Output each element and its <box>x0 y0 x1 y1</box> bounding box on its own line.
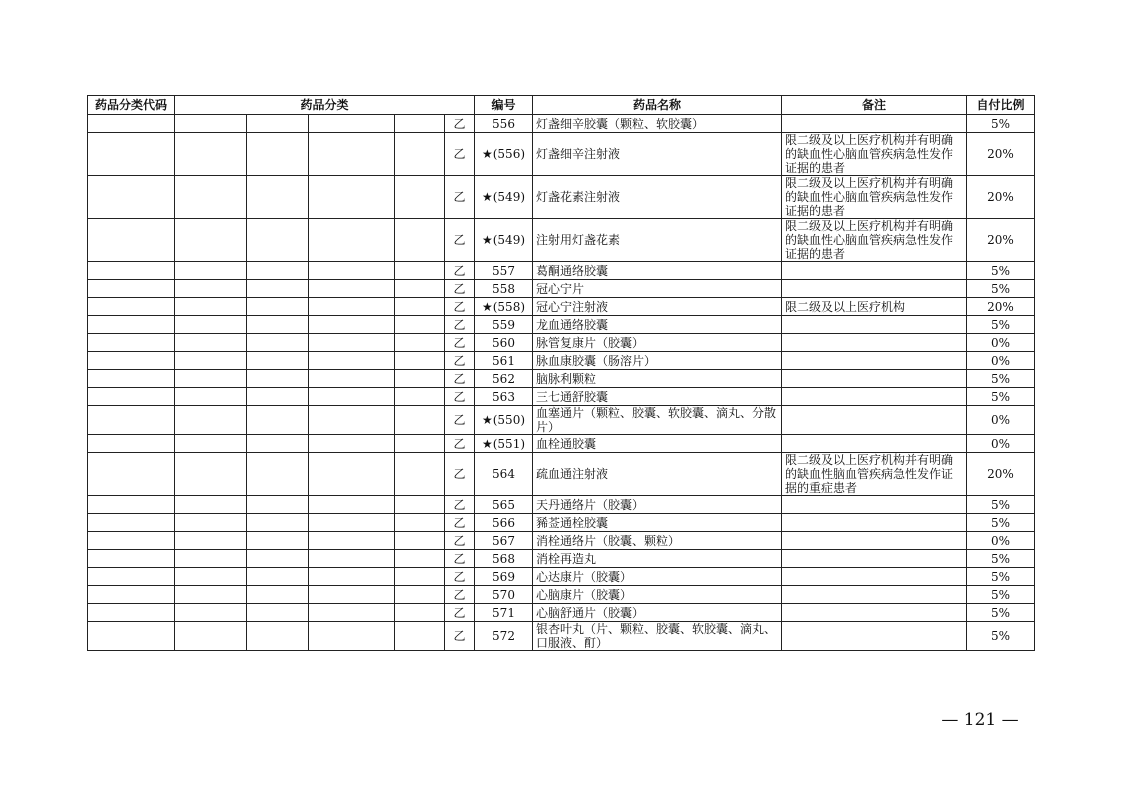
cell-grade: 乙 <box>445 586 475 604</box>
cell-category-code <box>88 316 175 334</box>
cell-grade: 乙 <box>445 568 475 586</box>
header-self-pay-ratio: 自付比例 <box>967 96 1035 115</box>
table-header-row <box>88 96 1035 115</box>
cell-category-level-1 <box>175 532 247 550</box>
cell-grade: 乙 <box>445 406 475 435</box>
cell-category-level-2 <box>247 604 309 622</box>
table-row <box>88 568 1035 586</box>
cell-category-level-2 <box>247 370 309 388</box>
cell-category-level-4 <box>395 370 445 388</box>
cell-category-level-1 <box>175 298 247 316</box>
cell-category-level-2 <box>247 586 309 604</box>
cell-self-pay-ratio: 5% <box>967 280 1035 298</box>
cell-self-pay-ratio: 5% <box>967 388 1035 406</box>
table-row <box>88 406 1035 435</box>
cell-category-code <box>88 532 175 550</box>
cell-note <box>782 280 967 298</box>
table-row <box>88 370 1035 388</box>
cell-category-level-4 <box>395 453 445 496</box>
cell-note: 限二级及以上医疗机构 <box>782 298 967 316</box>
cell-note: 限二级及以上医疗机构并有明确的缺血性心脑血管疾病急性发作证据的患者 <box>782 133 967 176</box>
cell-category-level-3 <box>309 262 395 280</box>
cell-note <box>782 316 967 334</box>
cell-category-level-3 <box>309 280 395 298</box>
cell-drug-name: 脉血康胶囊（肠溶片） <box>533 352 782 370</box>
cell-number: 562 <box>475 370 533 388</box>
cell-category-code <box>88 219 175 262</box>
cell-number: 572 <box>475 622 533 651</box>
cell-category-level-4 <box>395 133 445 176</box>
cell-category-code <box>88 586 175 604</box>
cell-category-level-1 <box>175 115 247 133</box>
cell-self-pay-ratio: 20% <box>967 298 1035 316</box>
cell-self-pay-ratio: 5% <box>967 604 1035 622</box>
cell-drug-name: 灯盏细辛注射液 <box>533 133 782 176</box>
cell-number: ★(556) <box>475 133 533 176</box>
cell-self-pay-ratio: 0% <box>967 435 1035 453</box>
cell-category-code <box>88 388 175 406</box>
cell-self-pay-ratio: 5% <box>967 568 1035 586</box>
cell-category-level-1 <box>175 219 247 262</box>
cell-note: 限二级及以上医疗机构并有明确的缺血性心脑血管疾病急性发作证据的患者 <box>782 219 967 262</box>
cell-category-level-1 <box>175 334 247 352</box>
cell-grade: 乙 <box>445 316 475 334</box>
cell-category-level-2 <box>247 622 309 651</box>
cell-drug-name: 银杏叶丸（片、颗粒、胶囊、软胶囊、滴丸、口服液、酊） <box>533 622 782 651</box>
cell-category-level-2 <box>247 298 309 316</box>
cell-category-code <box>88 496 175 514</box>
cell-note <box>782 334 967 352</box>
cell-grade: 乙 <box>445 334 475 352</box>
cell-category-level-4 <box>395 532 445 550</box>
cell-number: 558 <box>475 280 533 298</box>
header-category: 药品分类 <box>175 96 475 115</box>
cell-category-level-2 <box>247 435 309 453</box>
cell-category-level-4 <box>395 622 445 651</box>
cell-category-level-3 <box>309 298 395 316</box>
cell-category-level-3 <box>309 586 395 604</box>
cell-drug-name: 血栓通胶囊 <box>533 435 782 453</box>
cell-grade: 乙 <box>445 176 475 219</box>
cell-self-pay-ratio: 0% <box>967 406 1035 435</box>
table-row <box>88 115 1035 133</box>
cell-grade: 乙 <box>445 370 475 388</box>
cell-note <box>782 496 967 514</box>
cell-category-code <box>88 514 175 532</box>
table-row <box>88 453 1035 496</box>
cell-category-level-2 <box>247 219 309 262</box>
drug-list-table <box>87 95 1035 651</box>
cell-self-pay-ratio: 5% <box>967 115 1035 133</box>
cell-note <box>782 388 967 406</box>
cell-category-level-4 <box>395 262 445 280</box>
cell-category-level-3 <box>309 370 395 388</box>
cell-grade: 乙 <box>445 604 475 622</box>
cell-number: 563 <box>475 388 533 406</box>
cell-note <box>782 262 967 280</box>
cell-category-level-1 <box>175 435 247 453</box>
cell-drug-name: 脉管复康片（胶囊） <box>533 334 782 352</box>
cell-category-level-3 <box>309 406 395 435</box>
cell-category-level-3 <box>309 550 395 568</box>
cell-category-level-2 <box>247 453 309 496</box>
cell-category-level-1 <box>175 176 247 219</box>
cell-drug-name: 冠心宁片 <box>533 280 782 298</box>
cell-category-level-4 <box>395 514 445 532</box>
cell-self-pay-ratio: 5% <box>967 586 1035 604</box>
cell-number: 557 <box>475 262 533 280</box>
cell-drug-name: 血塞通片（颗粒、胶囊、软胶囊、滴丸、分散片） <box>533 406 782 435</box>
cell-drug-name: 龙血通络胶囊 <box>533 316 782 334</box>
cell-category-level-3 <box>309 316 395 334</box>
cell-drug-name: 灯盏花素注射液 <box>533 176 782 219</box>
cell-category-level-1 <box>175 262 247 280</box>
cell-category-level-3 <box>309 334 395 352</box>
cell-category-level-2 <box>247 280 309 298</box>
cell-category-code <box>88 133 175 176</box>
cell-category-level-1 <box>175 370 247 388</box>
cell-number: 561 <box>475 352 533 370</box>
cell-category-level-3 <box>309 496 395 514</box>
table-row <box>88 435 1035 453</box>
cell-category-code <box>88 550 175 568</box>
cell-grade: 乙 <box>445 133 475 176</box>
cell-category-level-4 <box>395 435 445 453</box>
cell-self-pay-ratio: 20% <box>967 176 1035 219</box>
cell-grade: 乙 <box>445 550 475 568</box>
cell-note <box>782 514 967 532</box>
cell-category-level-4 <box>395 496 445 514</box>
page-number: — 121 — <box>941 710 1019 730</box>
table-row <box>88 298 1035 316</box>
cell-category-level-4 <box>395 280 445 298</box>
cell-category-level-1 <box>175 622 247 651</box>
header-drug-name: 药品名称 <box>533 96 782 115</box>
cell-category-level-3 <box>309 352 395 370</box>
cell-grade: 乙 <box>445 388 475 406</box>
cell-number: 565 <box>475 496 533 514</box>
table-row <box>88 262 1035 280</box>
cell-category-level-1 <box>175 496 247 514</box>
cell-category-level-2 <box>247 532 309 550</box>
cell-self-pay-ratio: 5% <box>967 316 1035 334</box>
cell-category-level-2 <box>247 568 309 586</box>
cell-category-code <box>88 352 175 370</box>
cell-note <box>782 622 967 651</box>
cell-category-code <box>88 298 175 316</box>
cell-drug-name: 灯盏细辛胶囊（颗粒、软胶囊） <box>533 115 782 133</box>
cell-category-level-4 <box>395 352 445 370</box>
cell-category-level-1 <box>175 388 247 406</box>
cell-number: ★(549) <box>475 219 533 262</box>
cell-note: 限二级及以上医疗机构并有明确的缺血性心脑血管疾病急性发作证据的患者 <box>782 176 967 219</box>
cell-category-level-4 <box>395 604 445 622</box>
cell-category-level-1 <box>175 586 247 604</box>
cell-number: 560 <box>475 334 533 352</box>
cell-number: 568 <box>475 550 533 568</box>
cell-category-level-4 <box>395 298 445 316</box>
cell-category-level-4 <box>395 115 445 133</box>
cell-category-level-3 <box>309 453 395 496</box>
cell-category-level-1 <box>175 568 247 586</box>
cell-number: 564 <box>475 453 533 496</box>
cell-category-level-2 <box>247 550 309 568</box>
cell-drug-name: 心达康片（胶囊） <box>533 568 782 586</box>
cell-category-code <box>88 435 175 453</box>
cell-drug-name: 消栓再造丸 <box>533 550 782 568</box>
cell-category-level-3 <box>309 435 395 453</box>
cell-category-code <box>88 453 175 496</box>
cell-category-code <box>88 280 175 298</box>
cell-grade: 乙 <box>445 453 475 496</box>
table-row <box>88 532 1035 550</box>
cell-drug-name: 三七通舒胶囊 <box>533 388 782 406</box>
cell-category-level-2 <box>247 115 309 133</box>
cell-category-level-4 <box>395 316 445 334</box>
cell-self-pay-ratio: 5% <box>967 262 1035 280</box>
header-number: 编号 <box>475 96 533 115</box>
cell-category-level-2 <box>247 133 309 176</box>
cell-category-level-2 <box>247 388 309 406</box>
cell-category-level-3 <box>309 115 395 133</box>
cell-category-level-1 <box>175 316 247 334</box>
cell-category-level-4 <box>395 550 445 568</box>
table-row <box>88 352 1035 370</box>
cell-category-level-1 <box>175 133 247 176</box>
cell-drug-name: 脑脉利颗粒 <box>533 370 782 388</box>
cell-drug-name: 注射用灯盏花素 <box>533 219 782 262</box>
cell-category-level-1 <box>175 280 247 298</box>
cell-note <box>782 604 967 622</box>
cell-category-level-2 <box>247 262 309 280</box>
cell-category-level-4 <box>395 568 445 586</box>
cell-grade: 乙 <box>445 532 475 550</box>
cell-self-pay-ratio: 20% <box>967 133 1035 176</box>
cell-category-level-1 <box>175 406 247 435</box>
cell-number: ★(551) <box>475 435 533 453</box>
cell-category-level-3 <box>309 133 395 176</box>
cell-self-pay-ratio: 0% <box>967 532 1035 550</box>
table-row <box>88 550 1035 568</box>
cell-number: 566 <box>475 514 533 532</box>
cell-grade: 乙 <box>445 280 475 298</box>
table-row <box>88 586 1035 604</box>
cell-drug-name: 心脑舒通片（胶囊） <box>533 604 782 622</box>
cell-self-pay-ratio: 5% <box>967 622 1035 651</box>
cell-category-level-3 <box>309 532 395 550</box>
cell-category-code <box>88 406 175 435</box>
cell-category-level-2 <box>247 334 309 352</box>
cell-category-level-1 <box>175 604 247 622</box>
cell-self-pay-ratio: 5% <box>967 514 1035 532</box>
table-body <box>88 115 1035 651</box>
cell-number: 559 <box>475 316 533 334</box>
cell-grade: 乙 <box>445 435 475 453</box>
table-header <box>88 96 1035 115</box>
cell-self-pay-ratio: 0% <box>967 334 1035 352</box>
cell-category-level-2 <box>247 496 309 514</box>
header-category-code: 药品分类代码 <box>88 96 175 115</box>
cell-number: ★(549) <box>475 176 533 219</box>
cell-category-code <box>88 622 175 651</box>
table-row <box>88 388 1035 406</box>
cell-grade: 乙 <box>445 514 475 532</box>
cell-number: ★(558) <box>475 298 533 316</box>
cell-category-level-4 <box>395 176 445 219</box>
cell-category-level-2 <box>247 316 309 334</box>
header-note: 备注 <box>782 96 967 115</box>
cell-note <box>782 532 967 550</box>
cell-drug-name: 葛酮通络胶囊 <box>533 262 782 280</box>
table-row <box>88 133 1035 176</box>
cell-grade: 乙 <box>445 219 475 262</box>
table-row <box>88 316 1035 334</box>
cell-category-level-4 <box>395 334 445 352</box>
cell-category-level-1 <box>175 514 247 532</box>
cell-number: 567 <box>475 532 533 550</box>
cell-note: 限二级及以上医疗机构并有明确的缺血性脑血管疾病急性发作证据的重症患者 <box>782 453 967 496</box>
cell-self-pay-ratio: 20% <box>967 219 1035 262</box>
cell-category-code <box>88 370 175 388</box>
cell-category-level-1 <box>175 550 247 568</box>
cell-category-level-2 <box>247 514 309 532</box>
cell-drug-name: 疏血通注射液 <box>533 453 782 496</box>
cell-category-code <box>88 604 175 622</box>
cell-category-code <box>88 568 175 586</box>
cell-grade: 乙 <box>445 298 475 316</box>
cell-drug-name: 冠心宁注射液 <box>533 298 782 316</box>
cell-category-level-3 <box>309 388 395 406</box>
cell-category-code <box>88 262 175 280</box>
cell-grade: 乙 <box>445 622 475 651</box>
cell-note <box>782 435 967 453</box>
cell-category-level-2 <box>247 176 309 219</box>
cell-grade: 乙 <box>445 262 475 280</box>
cell-category-level-4 <box>395 388 445 406</box>
cell-category-level-3 <box>309 176 395 219</box>
cell-grade: 乙 <box>445 115 475 133</box>
cell-note <box>782 115 967 133</box>
cell-drug-name: 心脑康片（胶囊） <box>533 586 782 604</box>
cell-category-level-3 <box>309 514 395 532</box>
cell-category-code <box>88 334 175 352</box>
table-row <box>88 334 1035 352</box>
table-row <box>88 496 1035 514</box>
cell-note <box>782 406 967 435</box>
cell-grade: 乙 <box>445 352 475 370</box>
table-row <box>88 604 1035 622</box>
cell-category-level-1 <box>175 453 247 496</box>
cell-number: 570 <box>475 586 533 604</box>
table-row <box>88 280 1035 298</box>
cell-category-level-3 <box>309 568 395 586</box>
cell-drug-name: 天丹通络片（胶囊） <box>533 496 782 514</box>
cell-category-level-1 <box>175 352 247 370</box>
cell-category-level-2 <box>247 406 309 435</box>
cell-category-level-3 <box>309 604 395 622</box>
cell-category-level-4 <box>395 406 445 435</box>
cell-self-pay-ratio: 5% <box>967 496 1035 514</box>
cell-category-level-2 <box>247 352 309 370</box>
table-row <box>88 622 1035 651</box>
cell-self-pay-ratio: 0% <box>967 352 1035 370</box>
table-row <box>88 219 1035 262</box>
cell-category-level-4 <box>395 586 445 604</box>
cell-self-pay-ratio: 5% <box>967 370 1035 388</box>
cell-self-pay-ratio: 5% <box>967 550 1035 568</box>
cell-category-level-4 <box>395 219 445 262</box>
cell-self-pay-ratio: 20% <box>967 453 1035 496</box>
cell-category-code <box>88 176 175 219</box>
cell-category-code <box>88 115 175 133</box>
cell-note <box>782 586 967 604</box>
table-row <box>88 514 1035 532</box>
cell-note <box>782 568 967 586</box>
cell-grade: 乙 <box>445 496 475 514</box>
cell-number: ★(550) <box>475 406 533 435</box>
table-row <box>88 176 1035 219</box>
cell-category-level-3 <box>309 622 395 651</box>
cell-note <box>782 550 967 568</box>
cell-note <box>782 370 967 388</box>
cell-drug-name: 消栓通络片（胶囊、颗粒） <box>533 532 782 550</box>
cell-drug-name: 豨莶通栓胶囊 <box>533 514 782 532</box>
cell-number: 556 <box>475 115 533 133</box>
cell-category-level-3 <box>309 219 395 262</box>
cell-note <box>782 352 967 370</box>
cell-number: 571 <box>475 604 533 622</box>
cell-number: 569 <box>475 568 533 586</box>
